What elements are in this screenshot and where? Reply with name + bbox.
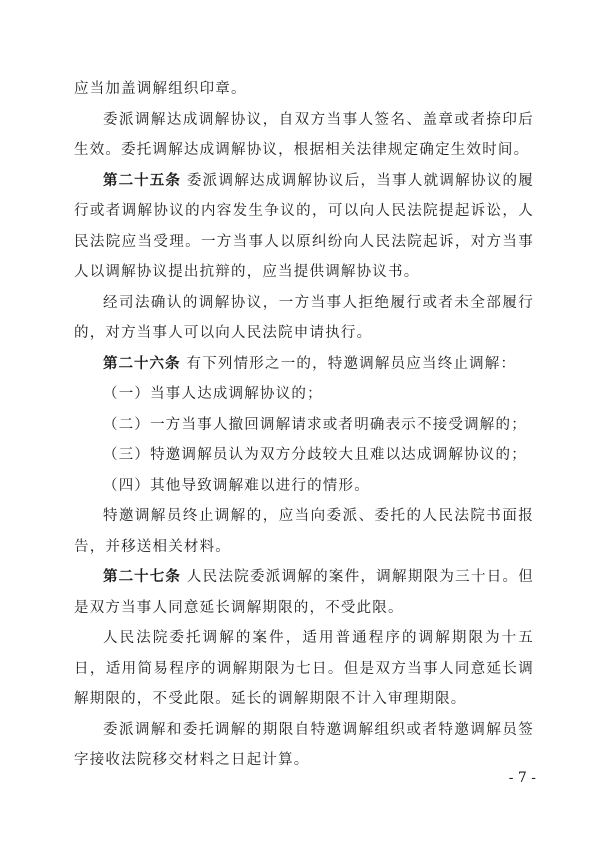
paragraph-text: （二）一方当事人撤回调解请求或者明确表示不接受调解的； xyxy=(103,416,527,433)
paragraph-text: 人民法院委托调解的案件，适用普通程序的调解期限为十五日，适用简易程序的调解期限为七日。但是双方当事人同意延长调解期限的，不受此限。延长的调解期限不计入审理期限。 xyxy=(74,630,534,707)
paragraph xyxy=(74,74,534,105)
paragraph-text: 应当加盖调解组织印章。 xyxy=(74,81,247,97)
article-27 xyxy=(74,562,534,623)
paragraph-text: （四）其他导致调解难以进行的情形。 xyxy=(103,477,370,494)
paragraph-text: 委派调解和委托调解的期限自特邀调解组织或者特邀调解员签字接收法院移交材料之日起计算。 xyxy=(74,721,534,768)
article-heading: 第二十七条 xyxy=(103,568,181,585)
list-item xyxy=(74,440,534,471)
paragraph xyxy=(74,623,534,715)
article-heading: 第二十六条 xyxy=(103,354,181,372)
article-25 xyxy=(74,166,534,288)
paragraph-text: （三）特邀调解员认为双方分歧较大且难以达成调解协议的； xyxy=(103,447,527,463)
paragraph-text: （一）当事人达成调解协议的； xyxy=(103,386,323,402)
paragraph-text: 人民法院委派调解的案件，调解期限为三十日。但是双方当事人同意延长调解期限的，不受此限。 xyxy=(74,569,534,616)
paragraph-text: 有下列情形之一的，特邀调解员应当终止调解： xyxy=(186,355,517,372)
list-item xyxy=(74,410,534,441)
document-body xyxy=(74,74,534,776)
paragraph-text: 经司法确认的调解协议，一方当事人拒绝履行或者未全部履行的，对方当事人可以向人民法院申请执行。 xyxy=(74,294,534,341)
paragraph xyxy=(74,501,534,562)
paragraph xyxy=(74,288,534,349)
list-item xyxy=(74,471,534,502)
paragraph-text: 特邀调解员终止调解的，应当向委派、委托的人民法院书面报告，并移送相关材料。 xyxy=(74,508,534,555)
paragraph xyxy=(74,715,534,776)
paragraph xyxy=(74,105,534,166)
article-26 xyxy=(74,349,534,380)
paragraph-text: 委派调解达成调解协议，自双方当事人签名、盖章或者捺印后生效。委托调解达成调解协议，根据相关法律规定确定生效时间。 xyxy=(74,111,534,158)
article-heading: 第二十五条 xyxy=(103,171,181,189)
paragraph-text: 委派调解达成调解协议后，当事人就调解协议的履行或者调解协议的内容发生争议的，可以向人民法院提起诉讼，人民法院应当受理。一方当事人以原纠纷向人民法院起诉，对方当事人以调解协议提出抗辩的，应当提供调解协议书。 xyxy=(74,172,534,280)
page-number: - 7 - xyxy=(508,770,536,786)
list-item xyxy=(74,379,534,410)
